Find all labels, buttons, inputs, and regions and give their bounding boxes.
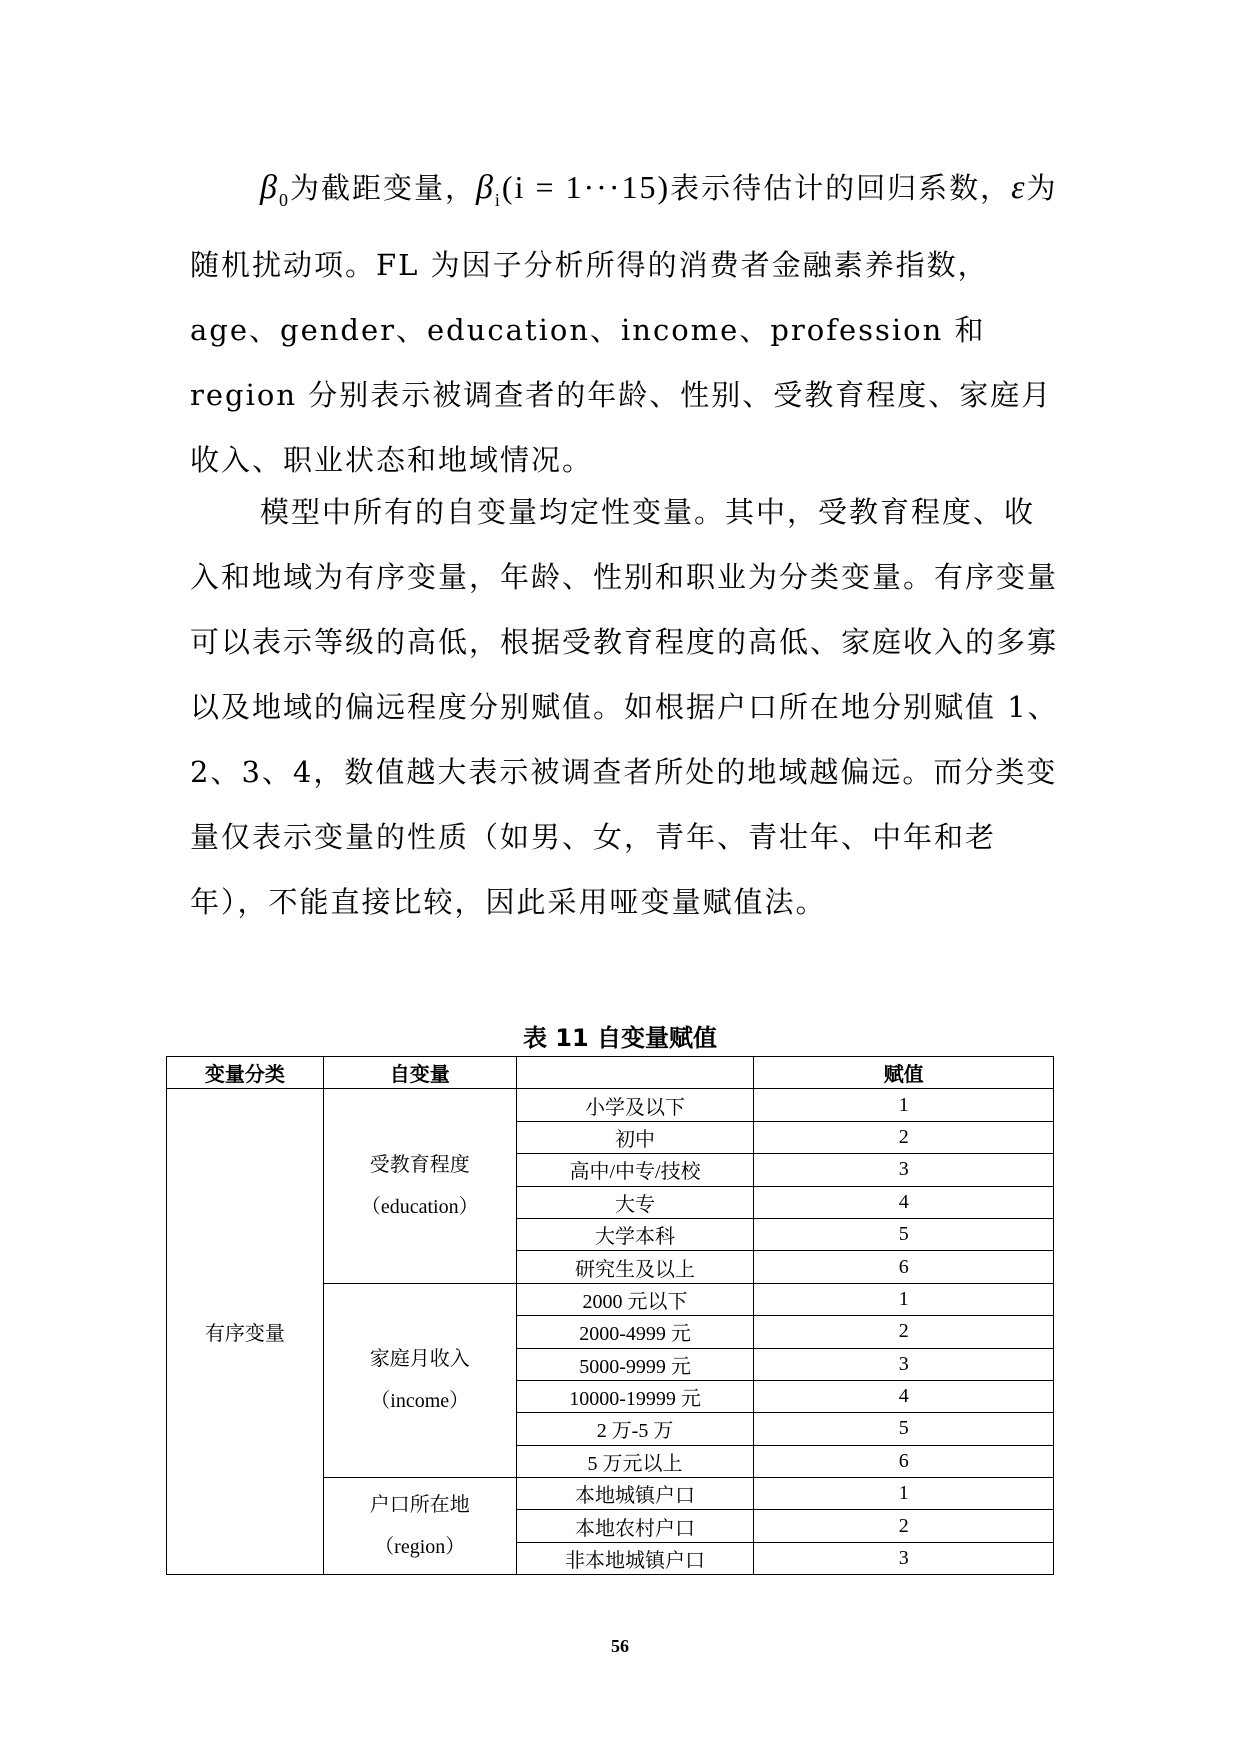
header-variable: 自变量: [323, 1057, 516, 1089]
beta0-symbol: $\beta_0$: [260, 169, 290, 210]
table-row: [167, 1089, 1054, 1121]
variable-cell-income: 家庭月收入 （income）: [323, 1283, 516, 1477]
paragraph-model-description: $\beta_0$为截距变量，$\beta_i(i = 1\cdot\cdot\cdot 15)$表示待估计的回归系数，ε为随机扰动项。FL 为因子分析所得的消费者金融素养指数，age、gender、education、income、profession 和 region 分别表示被调查者的年龄、性别、受教育程度、家庭月收入、职业状态和地域情况。: [190, 169, 1058, 477]
value-cell: 1: [754, 1089, 1054, 1121]
level-cell: 10000-19999 元: [516, 1380, 754, 1412]
value-cell: 5: [754, 1218, 1054, 1250]
level-cell: 高中/中专/技校: [516, 1154, 754, 1186]
value-cell: 2: [754, 1316, 1054, 1348]
header-level: [516, 1057, 754, 1089]
level-cell: 5 万元以上: [516, 1445, 754, 1477]
level-cell: 初中: [516, 1121, 754, 1153]
level-cell: 大学本科: [516, 1218, 754, 1250]
value-cell: 4: [754, 1380, 1054, 1412]
level-cell: 大专: [516, 1186, 754, 1218]
category-cell: 有序变量: [167, 1089, 324, 1575]
value-cell: 2: [754, 1121, 1054, 1153]
paragraph-variable-coding: 模型中所有的自变量均定性变量。其中，受教育程度、收入和地域为有序变量，年龄、性别和职业为分类变量。有序变量可以表示等级的高低，根据受教育程度的高低、家庭收入的多寡以及地域的偏远程度分别赋值。如根据户口所在地分别赋值 1、2、3、4，数值越大表示被调查者所处的地域越偏远。而分类变量仅表示变量的性质（如男、女，青年、青壮年、中年和老年），不能直接比较，因此采用哑变量赋值法。: [190, 495, 1059, 919]
header-value: 赋值: [754, 1057, 1054, 1089]
value-cell: 6: [754, 1445, 1054, 1477]
betai-symbol: $\beta_i(i = 1\cdot\cdot\cdot 15)$: [475, 169, 671, 210]
value-cell: 1: [754, 1283, 1054, 1315]
value-cell: 1: [754, 1478, 1054, 1510]
value-cell: 3: [754, 1348, 1054, 1380]
value-cell: 2: [754, 1510, 1054, 1542]
level-cell: 2000-4999 元: [516, 1316, 754, 1348]
level-cell: 本地农村户口: [516, 1510, 754, 1542]
level-cell: 2000 元以下: [516, 1283, 754, 1315]
table-caption: 表 11 自变量赋值: [522, 1024, 718, 1052]
table-header-row: [167, 1057, 1054, 1089]
epsilon-symbol: ε: [1011, 169, 1027, 206]
value-cell: 3: [754, 1542, 1054, 1574]
level-cell: 本地城镇户口: [516, 1478, 754, 1510]
value-cell: 3: [754, 1154, 1054, 1186]
level-cell: 2 万-5 万: [516, 1413, 754, 1445]
variable-cell-education: 受教育程度 （education）: [323, 1089, 516, 1283]
variable-cell-region: 户口所在地 （region）: [323, 1478, 516, 1575]
level-cell: 非本地城镇户口: [516, 1542, 754, 1574]
level-cell: 5000-9999 元: [516, 1348, 754, 1380]
level-cell: 小学及以下: [516, 1089, 754, 1121]
value-cell: 6: [754, 1251, 1054, 1283]
value-cell: 4: [754, 1186, 1054, 1218]
level-cell: 研究生及以上: [516, 1251, 754, 1283]
variable-assignment-table: [166, 1056, 1054, 1575]
value-cell: 5: [754, 1413, 1054, 1445]
header-category: 变量分类: [167, 1057, 324, 1089]
page-number: 56: [611, 1636, 629, 1656]
